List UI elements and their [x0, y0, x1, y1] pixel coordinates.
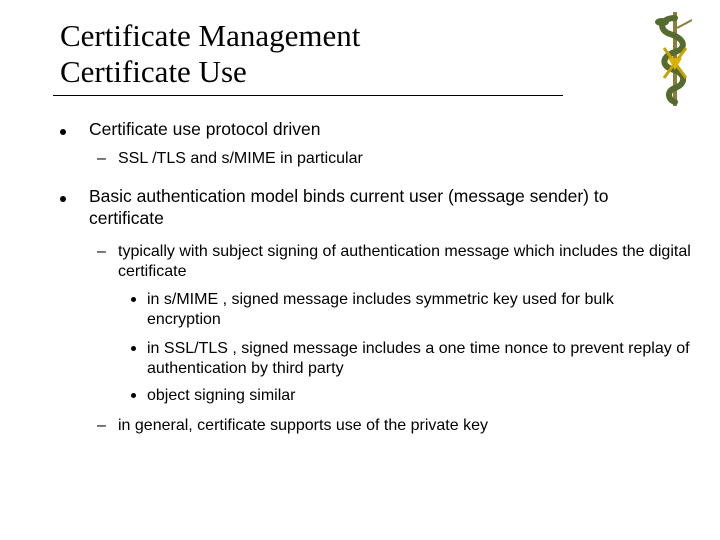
bullet-item: Certificate use protocol driven: [89, 119, 321, 139]
slide-title: [60, 18, 360, 90]
title-underline: [53, 95, 563, 96]
bullet-dot: [131, 297, 136, 302]
sub-bullet-item: typically with subject signing of authentication message which includes the digital certificate: [118, 243, 691, 280]
dash-marker: –: [97, 417, 106, 434]
bullet-dot: [131, 346, 136, 351]
sub-bullet-item: in general, certificate supports use of the private key: [118, 417, 488, 434]
bullet-dot: [60, 196, 66, 202]
sub-sub-bullet-item: object signing similar: [147, 387, 296, 404]
sub-sub-bullet-item: in s/MIME , signed message includes symmetric key used for bulk encryption: [147, 291, 614, 328]
sub-sub-bullet-item: in SSL/TLS , signed message includes a one time nonce to prevent replay of authentication by third party: [147, 340, 690, 377]
dash-marker: –: [97, 150, 106, 167]
title-line-2: Certificate Use: [60, 54, 247, 89]
title-line-1: Certificate Management: [60, 18, 361, 53]
dash-marker: –: [97, 243, 106, 260]
sub-bullet-item: SSL /TLS and s/MIME in particular: [118, 150, 363, 167]
bullet-dot: [131, 393, 136, 398]
bullet-item: Basic authentication model binds current user (message sender) to certificate: [89, 186, 609, 228]
caduceus-logo-icon: [640, 8, 710, 108]
bullet-dot: [60, 129, 66, 135]
